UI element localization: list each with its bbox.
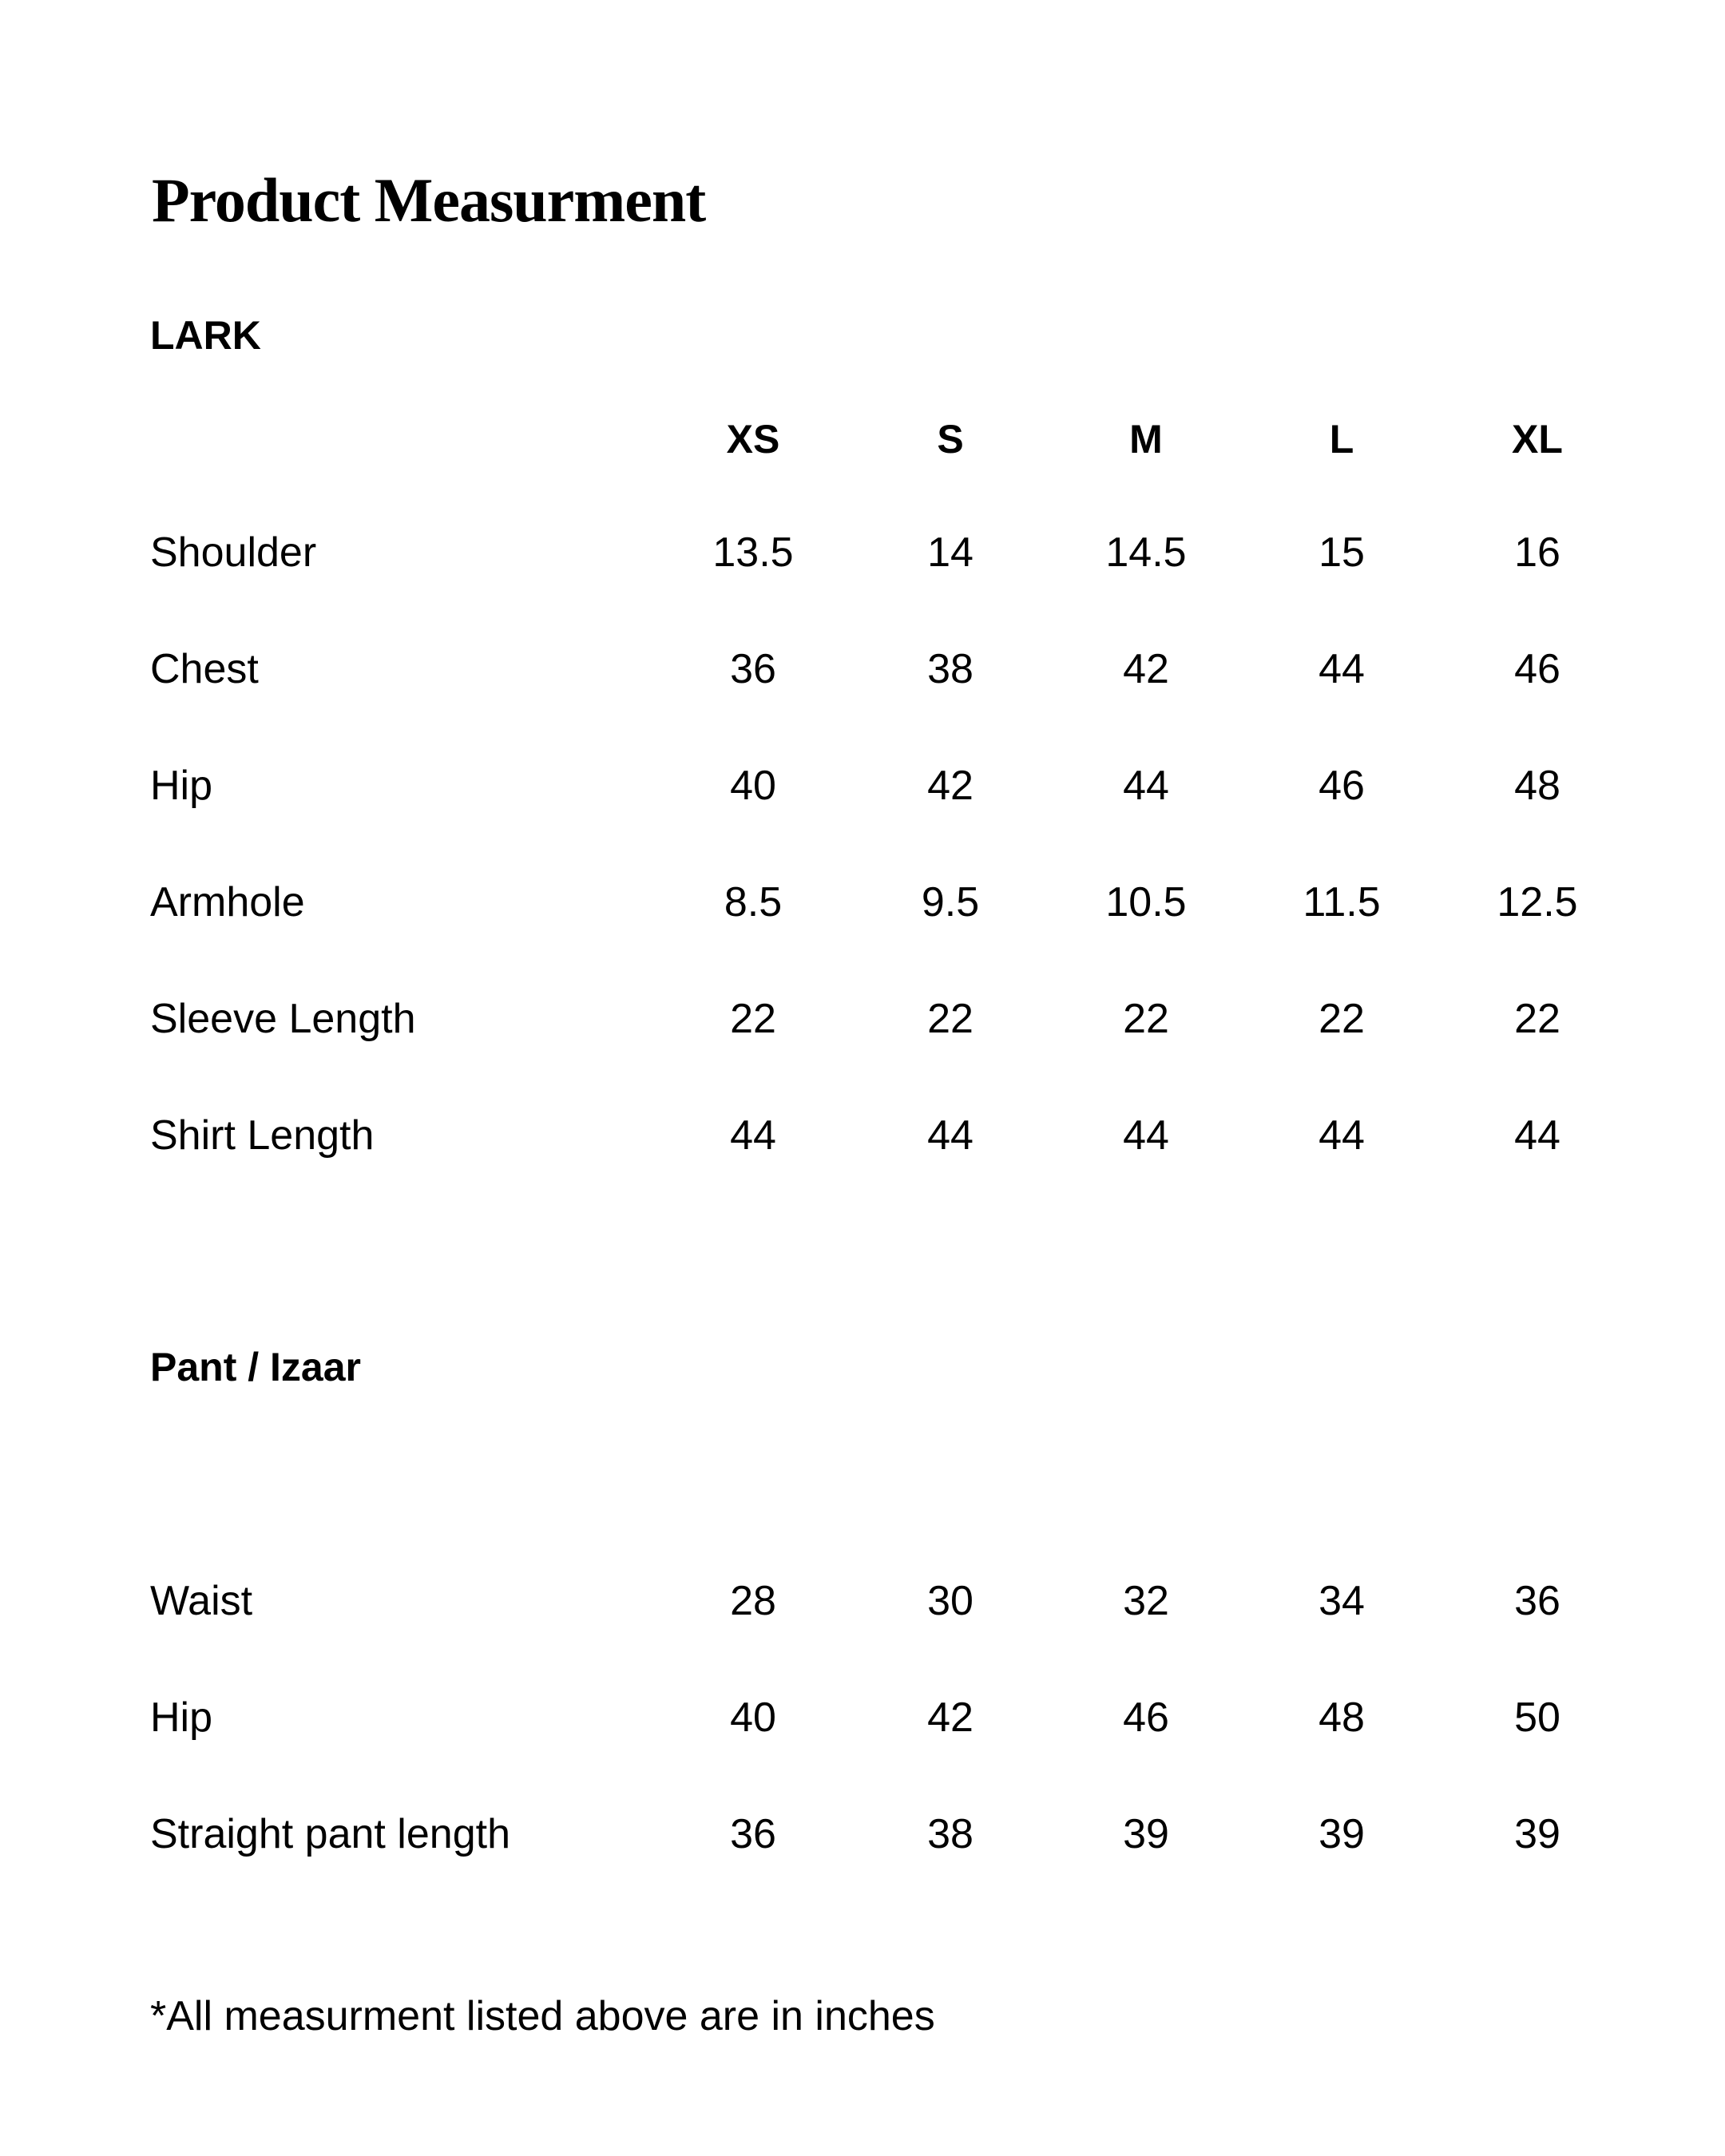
table-cell: 11.5: [1303, 879, 1381, 925]
table-cell: 46: [1319, 763, 1365, 809]
table-row: [0, 1573, 1725, 1629]
size-header-m: M: [1129, 417, 1163, 462]
row-label: Armhole: [150, 879, 305, 925]
table-cell: 46: [1514, 646, 1560, 692]
table-cell: 40: [730, 1694, 776, 1741]
table-row: [0, 758, 1725, 814]
table-cell: 48: [1514, 763, 1560, 809]
table-cell: 13.5: [712, 529, 794, 576]
row-label: Sleeve Length: [150, 996, 416, 1042]
table-cell: 8.5: [724, 879, 783, 925]
table-cell: 28: [730, 1578, 776, 1624]
size-header-l: L: [1329, 417, 1354, 462]
table-cell: 46: [1123, 1694, 1169, 1741]
table-cell: 22: [1514, 996, 1560, 1042]
table-cell: 39: [1123, 1811, 1169, 1857]
table-cell: 22: [1319, 996, 1365, 1042]
table-row: [0, 874, 1725, 930]
table-cell: 36: [1514, 1578, 1560, 1624]
table-cell: 44: [1319, 1112, 1365, 1159]
row-label: Shoulder: [150, 529, 317, 576]
table-cell: 14: [927, 529, 974, 576]
size-header-row: [0, 411, 1725, 467]
row-label: Straight pant length: [150, 1811, 510, 1857]
page-title: Product Measurment: [152, 165, 706, 235]
lark-section-heading: LARK: [150, 313, 261, 358]
table-cell: 42: [927, 763, 974, 809]
row-label: Waist: [150, 1578, 253, 1624]
row-label: Shirt Length: [150, 1112, 375, 1159]
table-row: [0, 991, 1725, 1047]
table-cell: 39: [1319, 1811, 1365, 1857]
table-cell: 44: [1514, 1112, 1560, 1159]
table-cell: 50: [1514, 1694, 1560, 1741]
table-cell: 22: [730, 996, 776, 1042]
table-cell: 38: [927, 646, 974, 692]
size-header-s: S: [937, 417, 964, 462]
table-row: [0, 1806, 1725, 1862]
table-cell: 44: [1123, 763, 1169, 809]
table-cell: 44: [1123, 1112, 1169, 1159]
table-cell: 39: [1514, 1811, 1560, 1857]
table-cell: 30: [927, 1578, 974, 1624]
row-label: Chest: [150, 646, 259, 692]
table-cell: 22: [1123, 996, 1169, 1042]
table-cell: 14.5: [1105, 529, 1187, 576]
table-row: [0, 1690, 1725, 1746]
table-cell: 36: [730, 646, 776, 692]
table-cell: 42: [927, 1694, 974, 1741]
table-cell: 22: [927, 996, 974, 1042]
table-cell: 40: [730, 763, 776, 809]
pant-section-heading: Pant / Izaar: [150, 1345, 361, 1389]
table-cell: 48: [1319, 1694, 1365, 1741]
table-cell: 15: [1319, 529, 1365, 576]
table-cell: 36: [730, 1811, 776, 1857]
table-cell: 44: [927, 1112, 974, 1159]
size-header-xs: XS: [726, 417, 780, 462]
table-cell: 9.5: [921, 879, 980, 925]
table-cell: 42: [1123, 646, 1169, 692]
table-row: [0, 1108, 1725, 1163]
footnote: *All measurment listed above are in inches: [150, 1993, 935, 2039]
table-cell: 44: [730, 1112, 776, 1159]
table-cell: 38: [927, 1811, 974, 1857]
table-cell: 16: [1514, 529, 1560, 576]
table-row: [0, 641, 1725, 697]
table-cell: 10.5: [1105, 879, 1187, 925]
row-label: Hip: [150, 1694, 213, 1741]
table-cell: 44: [1319, 646, 1365, 692]
table-cell: 34: [1319, 1578, 1365, 1624]
table-cell: 12.5: [1497, 879, 1578, 925]
table-cell: 32: [1123, 1578, 1169, 1624]
size-header-xl: XL: [1512, 417, 1563, 462]
row-label: Hip: [150, 763, 213, 809]
table-row: [0, 525, 1725, 581]
